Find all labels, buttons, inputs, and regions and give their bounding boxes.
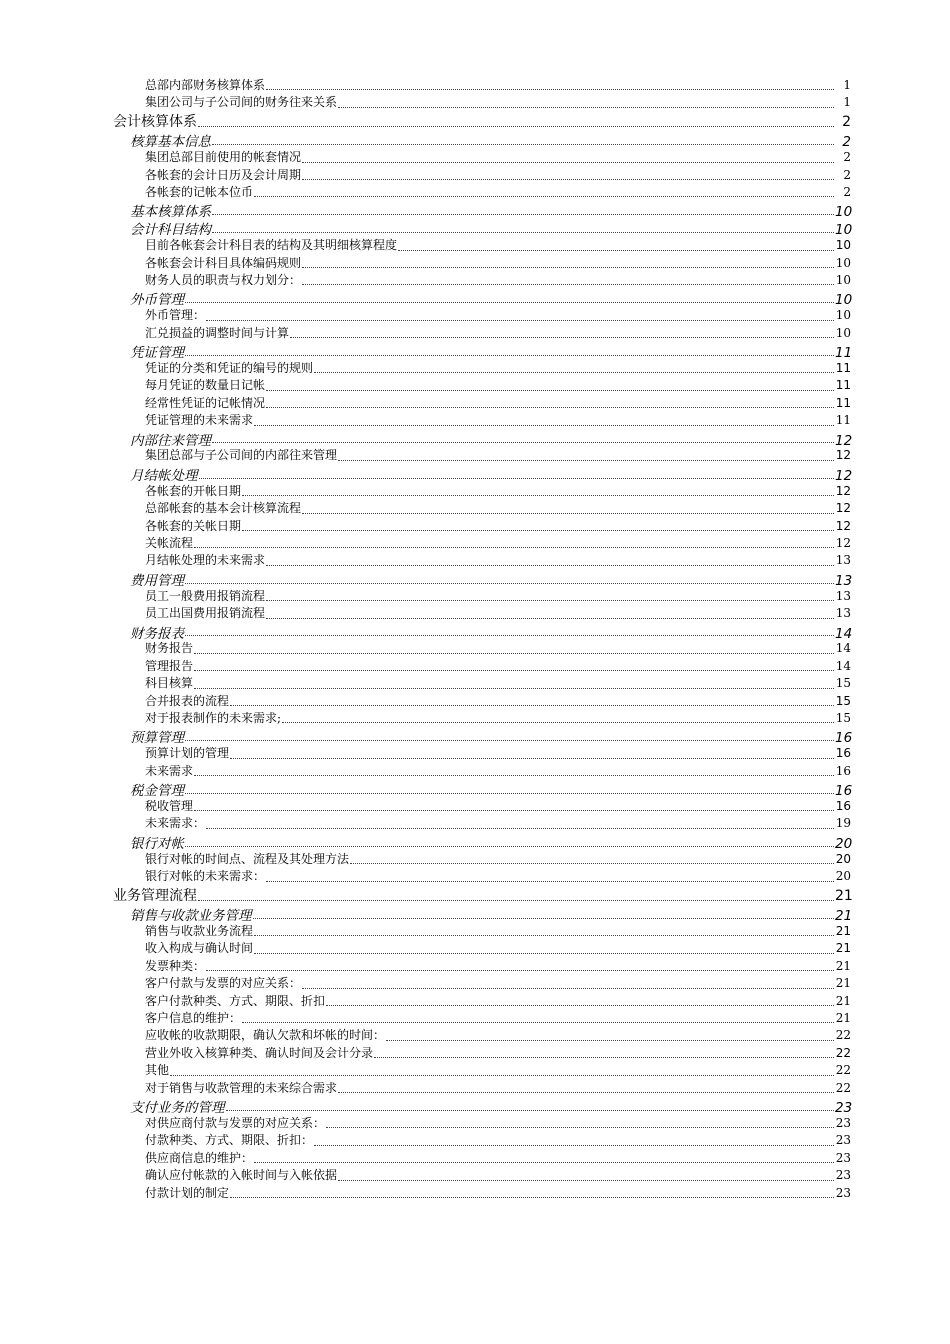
dot-leader: [350, 863, 834, 864]
dot-leader: [253, 918, 835, 919]
toc-entry-page: 21: [835, 887, 853, 904]
toc-entry-title: 财务人员的职责与权力划分：: [145, 272, 302, 287]
toc-entry[interactable]: [0, 1131, 950, 1148]
toc-entry[interactable]: [0, 744, 950, 761]
dot-leader: [194, 810, 834, 811]
toc-entry-page: 12: [835, 518, 851, 533]
dot-leader: [338, 107, 834, 108]
toc-entry-page: 13: [835, 553, 851, 568]
dot-leader: [254, 196, 834, 197]
toc-entry[interactable]: [0, 166, 950, 183]
toc-entry-title: 对于报表制作的未来需求;: [145, 711, 282, 726]
toc-entry-title: 付款种类、方式、期限、折扣：: [145, 1133, 314, 1148]
dot-leader: [242, 495, 834, 496]
toc-entry-title: 业务管理流程: [113, 887, 197, 904]
toc-entry[interactable]: [0, 376, 950, 393]
toc-entry[interactable]: [0, 904, 950, 922]
toc-entry-page: 21: [835, 923, 851, 938]
toc-entry-title: 客户信息的维护：: [145, 1010, 242, 1025]
toc-entry-title: 科目核算: [145, 676, 194, 691]
toc-entry-title: 未来需求：: [145, 816, 206, 831]
toc-entry[interactable]: [0, 1044, 950, 1061]
toc-entry[interactable]: [0, 446, 950, 463]
dot-leader: [206, 828, 834, 829]
toc-entry-title: 集团公司与子公司间的财务往来关系: [145, 95, 338, 110]
toc-entry-title: 各帐套会计科目具体编码规则: [145, 255, 302, 270]
dot-leader: [290, 337, 834, 338]
toc-entry-page: 21: [835, 908, 853, 924]
dot-leader: [198, 900, 834, 901]
dot-leader: [212, 232, 834, 233]
dot-leader: [254, 1162, 834, 1163]
toc-entry[interactable]: [0, 762, 950, 779]
toc-entry[interactable]: [0, 482, 950, 499]
dot-leader: [254, 425, 834, 426]
toc-entry[interactable]: [0, 569, 950, 587]
toc-entry-title: 总部内部财务核算体系: [145, 78, 266, 92]
dot-leader: [314, 1145, 834, 1146]
toc-entry-page: 13: [835, 606, 851, 621]
toc-entry-page: 2: [842, 113, 851, 130]
dot-leader: [212, 442, 834, 443]
toc-entry-title: 关帐流程: [145, 535, 194, 550]
toc-entry-page: 21: [835, 993, 851, 1008]
dot-leader: [398, 250, 834, 251]
toc-entry-title: 外币管理：: [145, 308, 206, 323]
toc-entry-title: 发票种类：: [145, 958, 206, 973]
dot-leader: [206, 320, 834, 321]
toc-entry[interactable]: [0, 709, 950, 726]
toc-entry-title: 付款计划的制定: [145, 1185, 230, 1200]
dot-leader: [212, 144, 834, 145]
toc-entry-title: 月结帐处理: [130, 467, 198, 484]
toc-entry-page: 10: [835, 292, 853, 309]
dot-leader: [185, 846, 834, 847]
toc-entry[interactable]: [0, 183, 950, 200]
toc-entry[interactable]: [0, 499, 950, 516]
toc-entry-title: 银行对帐的时间点、流程及其处理方法: [145, 851, 350, 866]
toc-entry-title: 集团总部与子公司间的内部往来管理: [145, 448, 338, 463]
toc-entry-title: 银行对帐: [130, 835, 184, 852]
toc-entry-page: 16: [835, 783, 853, 800]
dot-leader: [374, 1057, 834, 1058]
toc-entry-title: 对供应商付款与发票的对应关系：: [145, 1115, 326, 1130]
toc-entry-title: 外币管理: [130, 292, 184, 309]
toc-entry-page: 21: [835, 976, 851, 991]
toc-entry[interactable]: [0, 587, 950, 604]
toc-entry[interactable]: [0, 464, 950, 482]
toc-entry[interactable]: [0, 411, 950, 428]
toc-entry-title: 确认应付帐款的入帐时间与入帐依据: [145, 1168, 338, 1183]
dot-leader: [185, 583, 834, 584]
dot-leader: [212, 214, 834, 215]
toc-entry[interactable]: [0, 551, 950, 568]
toc-entry[interactable]: [0, 674, 950, 691]
toc-entry-page: 16: [835, 798, 851, 813]
toc-entry[interactable]: [0, 1184, 950, 1201]
toc-entry[interactable]: [0, 324, 950, 341]
toc-entry-page: 2: [842, 134, 851, 151]
toc-entry-page: 22: [835, 1028, 851, 1043]
toc-entry[interactable]: [0, 639, 950, 656]
toc-entry-title: 未来需求: [145, 763, 194, 778]
dot-leader: [170, 1075, 834, 1076]
dot-leader: [266, 600, 834, 601]
dot-leader: [302, 284, 834, 285]
toc-entry-page: 11: [835, 360, 851, 375]
toc-entry[interactable]: [0, 111, 950, 131]
dot-leader: [302, 513, 834, 514]
dot-leader: [194, 670, 834, 671]
toc-entry[interactable]: [0, 236, 950, 253]
dot-leader: [230, 758, 834, 759]
toc-entry-page: 23: [835, 1115, 851, 1130]
toc-entry-page: 19: [835, 816, 851, 831]
toc-entry-page: 2: [843, 185, 851, 200]
toc-entry[interactable]: [0, 306, 950, 323]
dot-leader: [254, 953, 834, 954]
toc-entry-page: 13: [835, 572, 853, 589]
toc-entry-title: 销售与收款业务管理: [130, 908, 252, 924]
toc-entry-page: 20: [835, 851, 851, 866]
toc-entry[interactable]: [0, 517, 950, 534]
toc-entry-title: 集团总部目前使用的帐套情况: [145, 150, 302, 165]
toc-entry-title: 管理报告: [145, 658, 194, 673]
dot-leader: [314, 372, 834, 373]
toc-entry-title: 各帐套的开帐日期: [145, 483, 242, 498]
dot-leader: [242, 530, 834, 531]
toc-entry-title: 财务报表: [130, 625, 184, 642]
dot-leader: [302, 179, 834, 180]
dot-leader: [266, 565, 834, 566]
dot-leader: [185, 302, 834, 303]
toc-entry-page: 23: [835, 1100, 853, 1117]
dot-leader: [198, 126, 834, 127]
toc-entry-title: 员工一般费用报销流程: [145, 588, 266, 603]
toc-entry-page: 16: [835, 763, 851, 778]
dot-leader: [302, 267, 834, 268]
toc-entry-title: 凭证的分类和凭证的编号的规则: [145, 360, 314, 375]
toc-entry[interactable]: [0, 867, 950, 884]
toc-entry[interactable]: [0, 939, 950, 956]
toc-entry-title: 合并报表的流程: [145, 693, 230, 708]
toc-entry[interactable]: [0, 957, 950, 974]
toc-entry-page: 12: [835, 501, 851, 516]
toc-entry[interactable]: [0, 1114, 950, 1131]
dot-leader: [194, 688, 834, 689]
toc-entry[interactable]: [0, 850, 950, 867]
dot-leader: [266, 390, 834, 391]
dot-leader: [338, 460, 834, 461]
dot-leader: [266, 407, 834, 408]
toc-entry-title: 各帐套的会计日历及会计周期: [145, 167, 302, 182]
dot-leader: [266, 881, 834, 882]
toc-entry-page: 12: [835, 432, 853, 449]
toc-entry-title: 财务报告: [145, 641, 194, 656]
dot-leader: [242, 1022, 834, 1023]
toc-entry[interactable]: [0, 604, 950, 621]
dot-leader: [338, 1180, 834, 1181]
toc-entry[interactable]: [0, 534, 950, 551]
toc-entry[interactable]: [0, 200, 950, 221]
toc-entry-page: 10: [835, 204, 853, 221]
toc-entry-title: 凭证管理的未来需求: [145, 413, 254, 428]
toc-entry-page: 14: [835, 625, 853, 642]
dot-leader: [199, 478, 835, 479]
toc-entry-page: 1: [843, 78, 851, 92]
dot-leader: [226, 1110, 835, 1111]
toc-entry-page: 16: [835, 746, 851, 761]
toc-entry-page: 23: [835, 1133, 851, 1148]
dot-leader: [326, 1005, 834, 1006]
toc-entry-page: 21: [835, 1010, 851, 1025]
toc-entry-page: 22: [835, 1063, 851, 1078]
toc-entry-title: 总部帐套的基本会计核算流程: [145, 501, 302, 516]
toc-entry[interactable]: [0, 429, 950, 447]
toc-entry[interactable]: [0, 1096, 950, 1117]
toc-entry-page: 10: [835, 308, 851, 323]
toc-entry-page: 14: [835, 641, 851, 656]
toc-entry[interactable]: [0, 832, 950, 850]
toc-entry[interactable]: [0, 1026, 950, 1043]
toc-entry[interactable]: [0, 394, 950, 411]
toc-entry-title: 税收管理: [145, 798, 194, 813]
toc-entry-title: 经常性凭证的记帐情况: [145, 395, 266, 410]
toc-entry-page: 1: [843, 95, 851, 110]
toc-entry-page: 2: [843, 167, 851, 182]
dot-leader: [194, 775, 834, 776]
toc-entry-title: 应收帐的收款期限，确认欠款和坏帐的时间：: [145, 1028, 386, 1043]
toc-entry-page: 15: [835, 693, 851, 708]
toc-entry-title: 目前各帐套会计科目表的结构及其明细核算程度: [145, 238, 398, 253]
toc-entry-title: 支付业务的管理: [130, 1100, 225, 1117]
toc-entry[interactable]: [0, 692, 950, 709]
dot-leader: [266, 618, 834, 619]
dot-leader: [338, 1092, 834, 1093]
dot-leader: [254, 935, 834, 936]
toc-entry-page: 22: [835, 1080, 851, 1095]
toc-entry-title: 对于销售与收款管理的未来综合需求: [145, 1080, 338, 1095]
toc-entry-title: 汇兑损益的调整时间与计算: [145, 325, 290, 340]
toc-entry-page: 10: [835, 325, 851, 340]
toc-entry-title: 员工出国费用报销流程: [145, 606, 266, 621]
dot-leader: [185, 355, 834, 356]
toc-entry-page: 12: [835, 448, 851, 463]
toc-entry[interactable]: [0, 797, 950, 814]
toc-entry[interactable]: [0, 1166, 950, 1183]
toc-entry-page: 15: [835, 711, 851, 726]
toc-entry-page: 10: [835, 222, 853, 239]
toc-entry-page: 11: [835, 395, 851, 410]
toc-entry[interactable]: [0, 148, 950, 165]
toc-entry-page: 22: [835, 1045, 851, 1060]
toc-entry-page: 10: [835, 255, 851, 270]
toc-entry[interactable]: [0, 341, 950, 362]
toc-entry-page: 14: [835, 658, 851, 673]
toc-entry-page: 23: [835, 1168, 851, 1183]
toc-entry-page: 12: [835, 483, 851, 498]
toc-entry[interactable]: [0, 779, 950, 800]
toc-entry-page: 11: [835, 413, 851, 428]
toc-entry-title: 核算基本信息: [130, 134, 211, 151]
toc-entry-title: 基本核算体系: [130, 204, 211, 221]
toc-entry-title: 客户付款与发票的对应关系：: [145, 976, 302, 991]
toc-entry-page: 13: [835, 588, 851, 603]
toc-entry-page: 11: [835, 378, 851, 393]
dot-leader: [230, 1197, 834, 1198]
toc-entry-title: 费用管理: [130, 572, 184, 589]
toc-entry-page: 12: [835, 467, 853, 484]
toc-entry-title: 月结帐处理的未来需求: [145, 553, 266, 568]
toc-entry-page: 10: [835, 238, 851, 253]
toc-entry-title: 预算计划的管理: [145, 746, 230, 761]
dot-leader: [194, 653, 834, 654]
toc-entry-page: 11: [835, 345, 853, 362]
toc-entry[interactable]: [0, 885, 950, 905]
dot-leader: [185, 740, 834, 741]
dot-leader: [206, 970, 834, 971]
dot-leader: [185, 635, 834, 636]
toc-entry-title: 各帐套的关帐日期: [145, 518, 242, 533]
toc-entry[interactable]: [0, 288, 950, 309]
toc-entry-page: 10: [835, 272, 851, 287]
toc-entry[interactable]: [0, 254, 950, 271]
toc-entry[interactable]: [0, 814, 950, 831]
toc-entry-title: 银行对帐的未来需求：: [145, 869, 266, 884]
toc-entry-page: 12: [835, 535, 851, 550]
toc-entry[interactable]: [0, 1009, 950, 1026]
toc-entry-title: 会计科目结构: [130, 222, 211, 239]
toc-entry[interactable]: [0, 726, 950, 747]
toc-entry[interactable]: [0, 130, 950, 151]
toc-entry-title: 每月凭证的数量日记帐: [145, 378, 266, 393]
dot-leader: [282, 722, 834, 723]
toc-entry[interactable]: [0, 359, 950, 376]
toc-entry-title: 销售与收款业务流程: [145, 923, 254, 938]
toc-entry[interactable]: [0, 1061, 950, 1078]
toc-entry-title: 供应商信息的维护：: [145, 1150, 254, 1165]
toc-entry[interactable]: [0, 622, 950, 640]
toc-entry[interactable]: [0, 93, 950, 110]
toc-entry-page: 23: [835, 1185, 851, 1200]
toc-entry[interactable]: [0, 218, 950, 239]
dot-leader: [386, 1040, 834, 1041]
dot-leader: [194, 547, 834, 548]
toc-entry-page: 21: [835, 958, 851, 973]
table-of-contents: [0, 76, 950, 1201]
toc-entry-page: 20: [835, 869, 851, 884]
toc-entry-page: 23: [835, 1150, 851, 1165]
toc-entry-title: 凭证管理: [130, 345, 184, 362]
toc-entry[interactable]: [0, 1079, 950, 1096]
toc-entry-page: 21: [835, 941, 851, 956]
toc-entry-title: 内部往来管理: [130, 432, 211, 449]
toc-entry-page: 2: [843, 150, 851, 165]
toc-entry-title: 会计核算体系: [113, 113, 197, 130]
toc-entry-page: 20: [835, 835, 853, 852]
toc-entry[interactable]: [0, 992, 950, 1009]
toc-entry-page: 16: [835, 730, 853, 747]
toc-entry-title: 各帐套的记帐本位币: [145, 185, 254, 200]
dot-leader: [302, 162, 834, 163]
toc-entry-title: 税金管理: [130, 783, 184, 800]
toc-entry[interactable]: [0, 76, 950, 93]
toc-entry-title: 客户付款种类、方式、期限、折扣: [145, 993, 326, 1008]
toc-entry[interactable]: [0, 271, 950, 288]
dot-leader: [302, 988, 834, 989]
toc-entry-title: 收入构成与确认时间: [145, 941, 254, 956]
toc-entry-title: 其他: [145, 1063, 170, 1078]
toc-entry[interactable]: [0, 922, 950, 939]
toc-entry[interactable]: [0, 657, 950, 674]
dot-leader: [266, 89, 834, 90]
toc-entry-title: 营业外收入核算种类、确认时间及会计分录: [145, 1045, 374, 1060]
dot-leader: [230, 705, 834, 706]
toc-entry-page: 15: [835, 676, 851, 691]
toc-entry[interactable]: [0, 1149, 950, 1166]
dot-leader: [185, 793, 834, 794]
dot-leader: [326, 1127, 834, 1128]
toc-entry-title: 预算管理: [130, 730, 184, 747]
toc-entry[interactable]: [0, 974, 950, 991]
